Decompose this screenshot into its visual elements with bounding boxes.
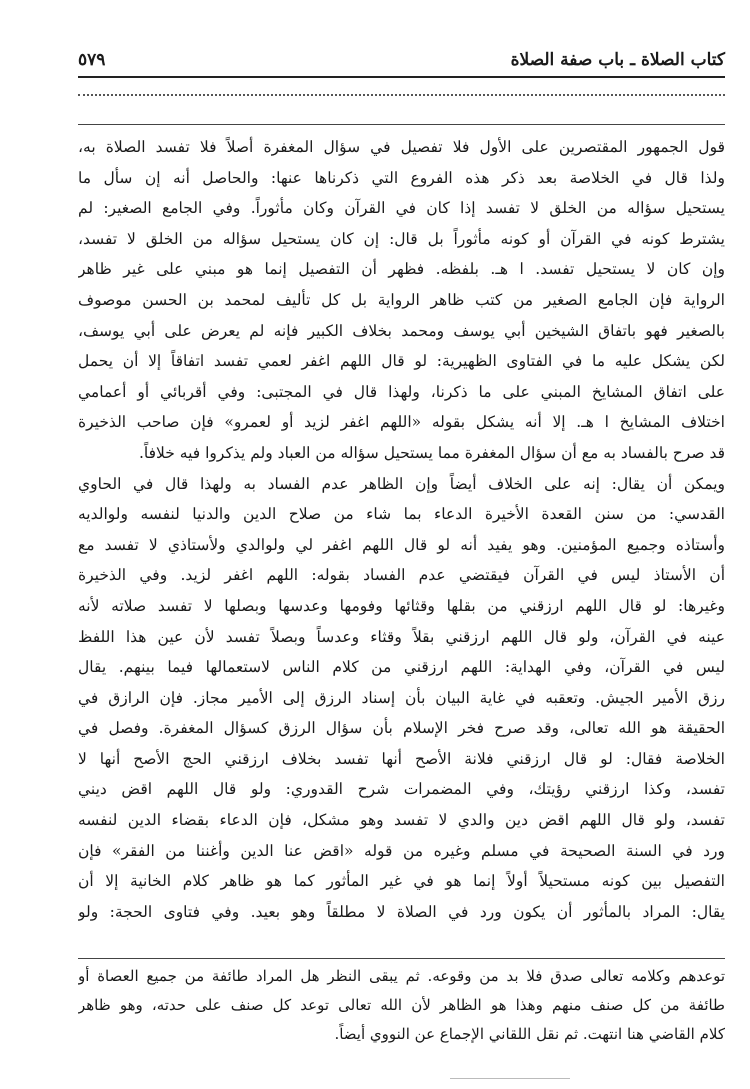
running-title: كتاب الصلاة ـ باب صفة الصلاة <box>510 50 725 70</box>
body-line: قد صرح بالفساد به مع أن سؤال المغفرة مما يستحيل سؤاله من العباد ولم يذكروا فيه خلافاً. <box>138 443 725 462</box>
body-line: قول الجمهور المقتصرين على الأول فلا تفصيل في سؤال المغفرة أصلاً فلا تفسد الصلاة به، <box>78 138 725 156</box>
footnote-line: توعدهم وكلامه تعالى صدق فلا بد من وقوعه. ثم يبقى النظر هل المراد طائفة من جميع العصاة أو <box>78 967 725 985</box>
main-text <box>78 132 725 927</box>
body-line: يقال: المراد بالمأثور أن يكون ورد في الصلاة لا مطلقاً وهو بعيد. وفي فتاوى الحجة: ولو <box>78 902 725 921</box>
body-line: ليس في القرآن، وفي الهداية: اللهم ارزقني من كلام الناس لاستعمالها فيما بينهم. يقال <box>78 658 725 677</box>
footnote-line: كلام القاضي هنا انتهت. ثم نقل اللقاني الإجماع عن النووي أيضاً. <box>334 1025 725 1043</box>
body-line: وأستاذه وجميع المؤمنين. وهو يفيد أنه لو قال اللهم اغفر لي ولوالدي ولأستاذي لا تفسد مع <box>78 535 725 554</box>
body-line: ورد في السنة الصحيحة في مسلم وغيره من قوله «اقض عنا الدين وأغننا من الفقر» فإن <box>78 841 725 860</box>
text-top-rule <box>78 124 725 125</box>
page-header <box>78 48 725 78</box>
body-line: أن الأستاذ ليس في القرآن فيقتضي عدم الفساد بقوله: اللهم اغفر لزيد. وفي الذخيرة <box>78 566 725 585</box>
body-line: القدسي: من سنن القعدة الأخيرة الدعاء بما شاء من صلاح الدين والدنيا لنفسه ولوالديه <box>78 505 725 524</box>
body-line: ويمكن أن يقال: إنه على الخلاف أيضاً وإن الظاهر عدم الفساد به ولهذا قال في الحاوي <box>78 474 725 493</box>
body-line: على اتفاق المشايخ المبني على ما ذكرنا، ولهذا قال في المجتبى: وفي أقربائي أو أعمامي <box>78 382 725 401</box>
body-line: تفسد، وكذا ارزقني رؤيتك، وفي المضمرات شرح القدوري: ولو قال اللهم اقض ديني <box>78 780 725 799</box>
body-line: الحقيقة هو الله تعالى، وقد صرح فخر الإسلام بأن سؤال الرزق كسؤال المغفرة. وفصل في <box>78 719 725 738</box>
body-line: الخلاصة فقال: لو قال ارزقني فلانة الأصح أنها تفسد بخلاف ارزقني الحج الأصح أنها لا <box>78 749 725 768</box>
body-line: التفصيل بين كونه مستحيلاً أولاً إنما هو في غير المأثور كما هو ظاهر كلام الخانية إلا أن <box>78 872 725 891</box>
body-line: اختلاف المشايخ ا هـ. إلا أنه يشكل بقوله «اللهم اغفر لزيد أو لعمرو» فإن صاحب الذخيرة <box>78 413 725 432</box>
body-line: يستحيل سؤاله من الخلق لا تفسد إذا كان في القرآن وكان مأثوراً. وفي الجامع الصغير: لم <box>78 199 725 218</box>
body-line: تفسد، ولو قال اللهم اقض دين والدي لا تفسد وهو مشكل، فإن الدعاء بقضاء الدين لنفسه <box>78 811 725 830</box>
footnotes <box>78 962 725 1049</box>
body-line: ولذا قال في الخلاصة بعد ذكر هذه الفروع التي ذكرناها عنها: والحاصل أنه إن سأل ما <box>78 168 725 187</box>
dotted-separator <box>78 94 725 96</box>
body-line: لكن يشكل عليه ما في الفتاوى الظهيرية: لو قال اللهم اغفر لعمي تفسد اتفاقاً إلا أن يحمل <box>78 352 725 371</box>
page-number: ٥٧٩ <box>78 50 106 70</box>
body-line: يشترط كونه في القرآن أو كونه مأثوراً بل قال: إن كان يستحيل سؤاله من الخلق لا تفسد، <box>78 229 725 248</box>
bottom-scan-mark <box>450 1078 570 1079</box>
footnote-separator <box>78 958 725 959</box>
body-line: وغيرها: لو قال اللهم ارزقني من بقلها وقثائها وفومها وعدسها وبصلها لا تفسد صلاته لأنه <box>78 596 725 615</box>
footnote-line: طائفة من كل صنف منهم وهذا هو الظاهر لأن الله تعالى توعد كل صنف على حدته، وهو ظاهر <box>78 996 725 1014</box>
body-line: وإن كان لا يستحيل تفسد. ا هـ. بلفظه. فظهر أن التفصيل إنما هو مبني على غير ظاهر <box>78 260 725 279</box>
body-line: رزق الأمير الجيش. وتعقبه في غاية البيان بأن إسناد الرزق إلى الأمير مجاز. فإن الرازق في <box>78 688 725 707</box>
body-line: بالصغير فهو باتفاق الشيخين أبي يوسف ومحمد بخلاف الكبير فإنه لم يعرض على أبي يوسف، <box>78 321 725 340</box>
body-line: عينه في القرآن، ولو قال اللهم ارزقني بقلاً وقثاء وعدساً وبصلاً تفسد لأن عين هذا اللفظ <box>78 627 725 646</box>
body-line: الرواية فإن الجامع الصغير من كتب ظاهر الرواية بل كل تأليف لمحمد بن الحسن موصوف <box>78 290 725 309</box>
